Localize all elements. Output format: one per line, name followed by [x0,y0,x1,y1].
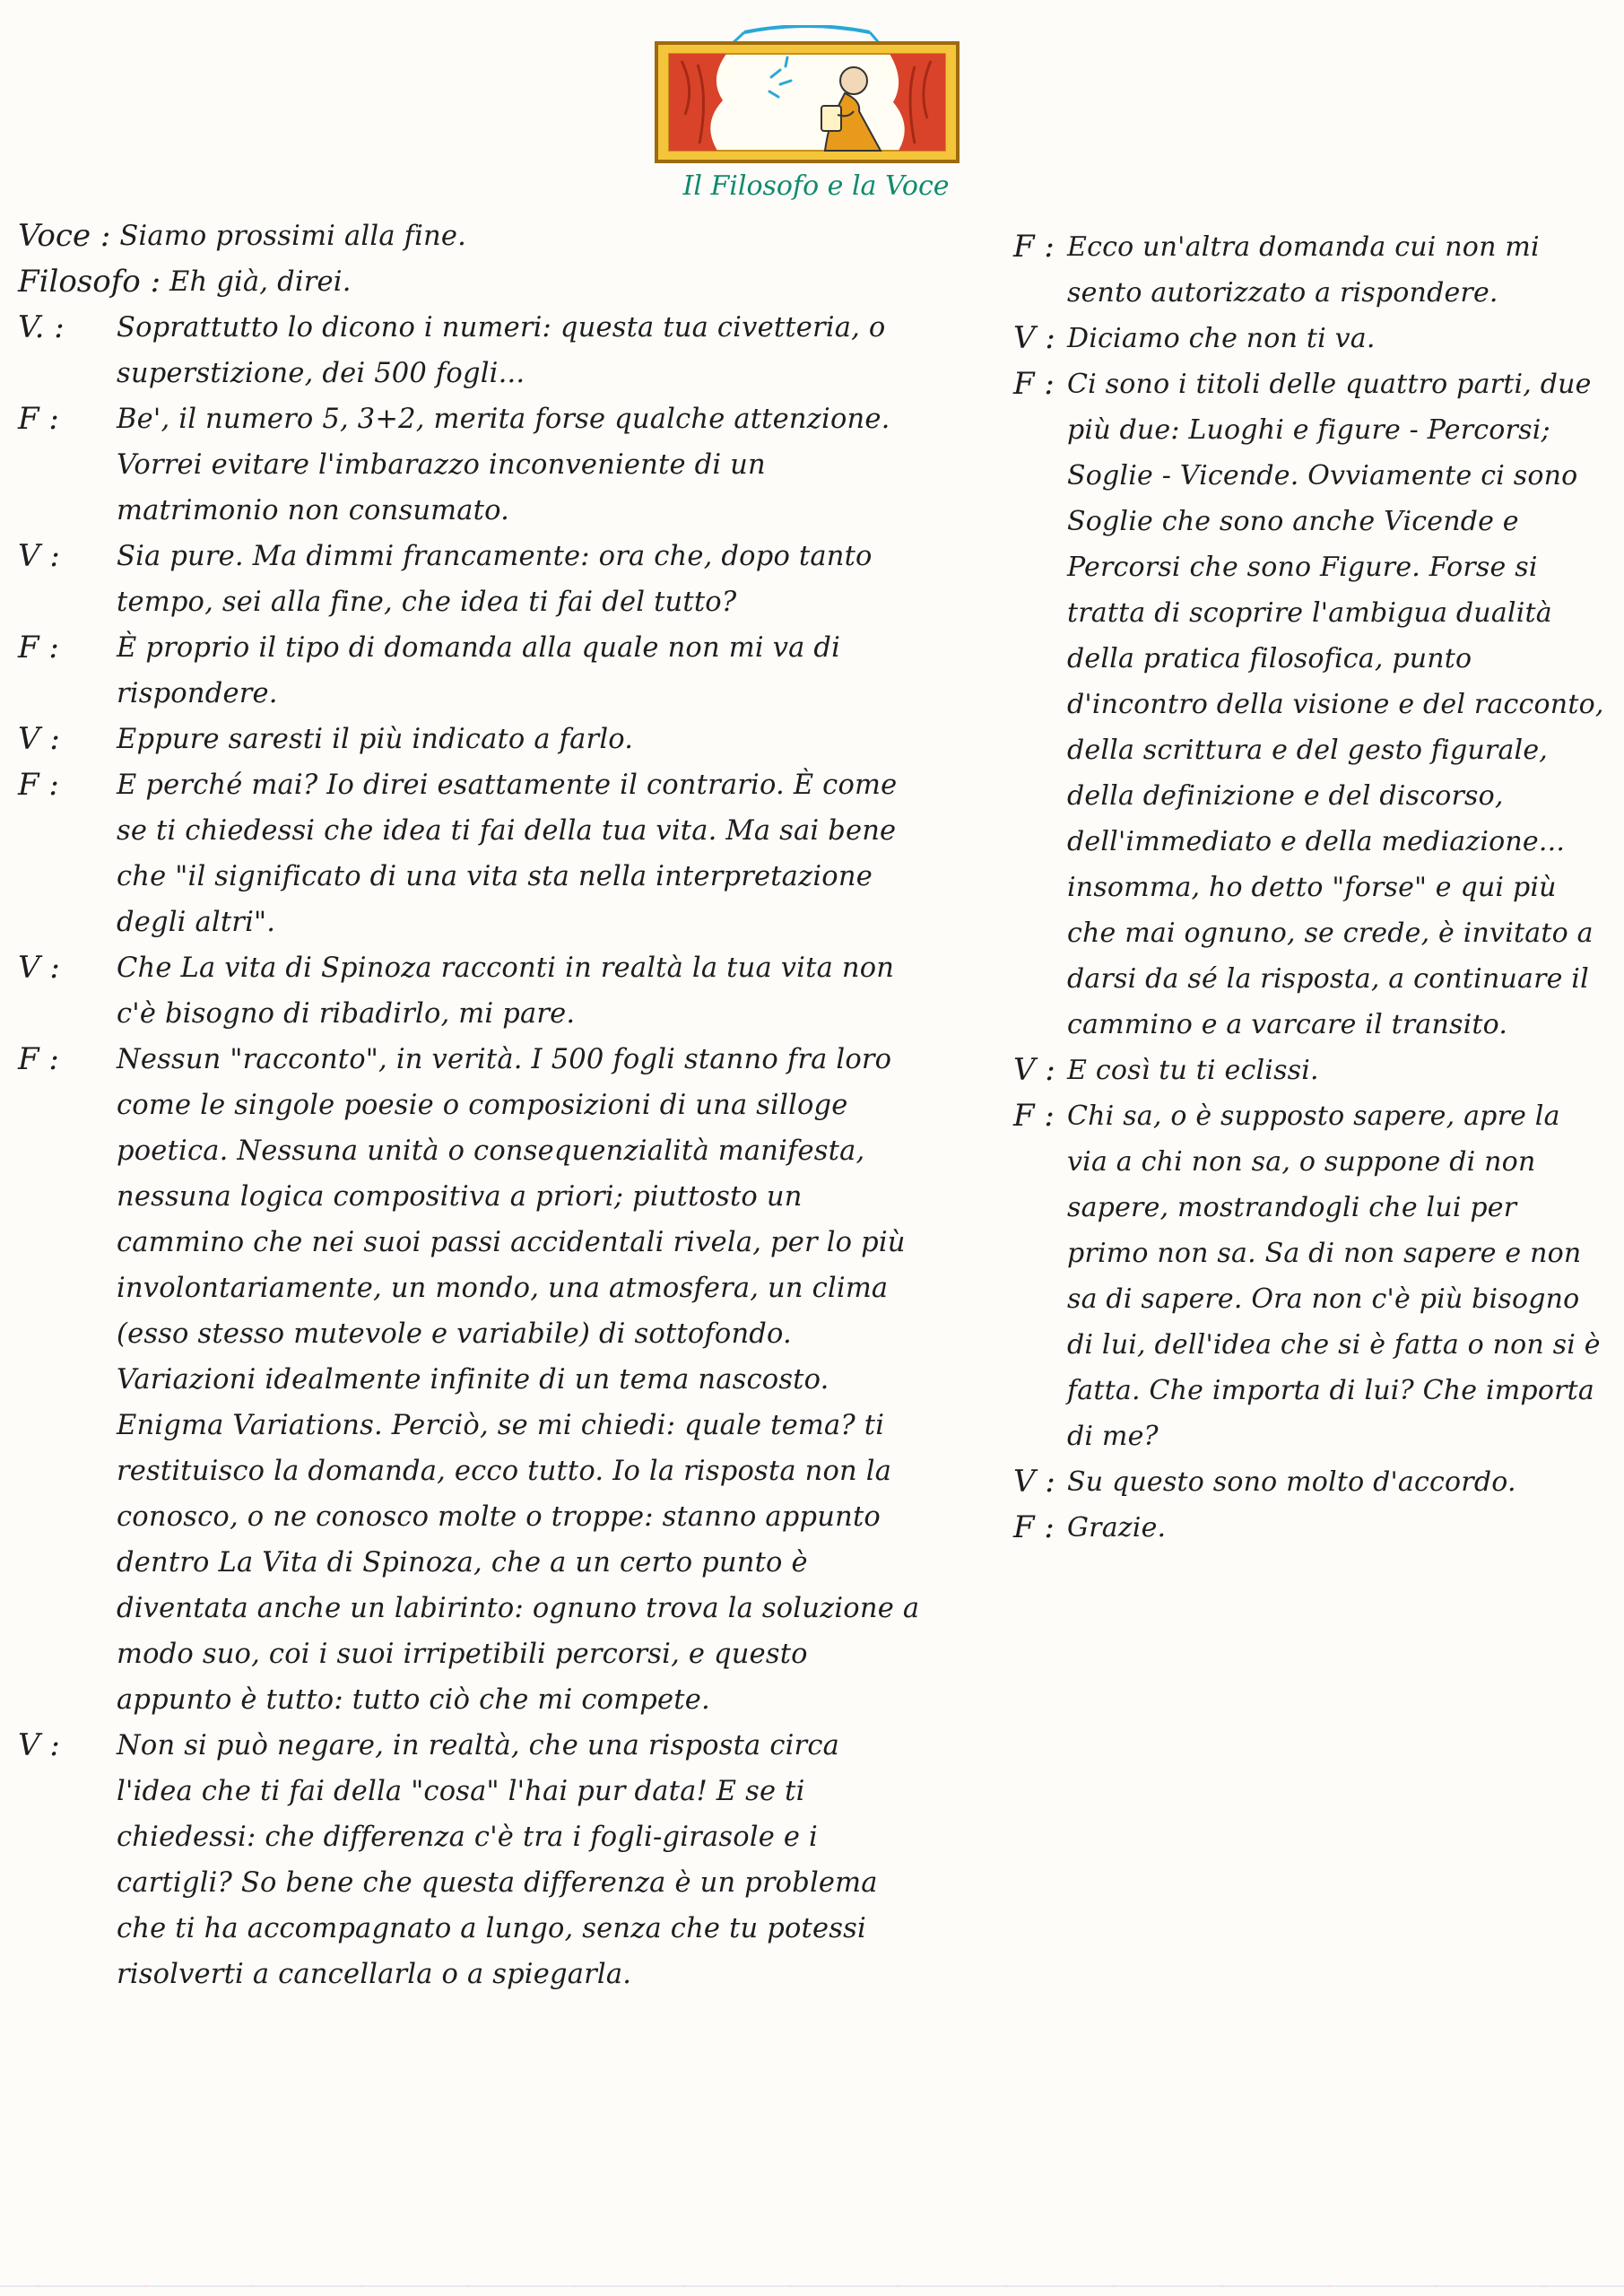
dialogue-text: E perché mai? Io direi esattamente il contrario. È come se ti chiedessi che idea ti fai della tua vita. Ma sai bene che "il significato di una vita sta nella interpretazione degli altri". [117,770,898,938]
dialogue-turn [1013,316,1605,361]
dialogue-text: Chi sa, o è supposto sapere, apre la via a chi non sa, o suppone di non sapere, mostrandogli che lui per primo non sa. Sa di non sapere e non sa di sapere. Ora non c'è più bisogno di lui, dell'idea che si è fatta o non si è fatta. Che importa di lui? Che importa di me? [1067,1100,1601,1452]
dialogue-column-right [1013,224,1605,1551]
dialogue-text: Diciamo che non ti va. [1067,323,1376,354]
dialogue-text: Che La vita di Spinoza racconti in realtà la tua vita non c'è bisogno di ribadirlo, mi pare. [117,952,895,1030]
dialogue-text: Nessun "racconto", in verità. I 500 fogli stanno fra loro come le singole poesie o composizioni di una silloge poetica. Nessuna unità o consequenzialità manifesta, nessuna logica compositiva a priori; piuttosto un cammino che nei suoi passi accidentali rivela, per lo più involontariamente, un mondo, una atmosfera, un clima (esso stesso mutevole e variabile) di sottofondo. Variazioni idealmente infinite di un tema nascosto. Enigma Variations. Perciò, se mi chiedi: quale tema? ti restituisco la domanda, ecco tutto. Io la risposta non la conosco, o ne conosco molte o troppe: stanno appunto dentro La Vita di Spinoza, che a un certo punto è diventata anche un labirinto: ognuno trova la soluzione a modo suo, coi i suoi irripetibili percorsi, e questo appunto è tutto: tutto ciò che mi compete. [117,1044,920,1716]
speaker-label: F : [18,630,59,665]
speaker-label: F : [18,767,59,803]
speaker-label: V : [18,538,60,574]
speaker-label: F : [1013,366,1055,402]
dialogue-turn [18,945,924,1037]
speaker-label: F : [1013,1509,1055,1545]
dialogue-text: È proprio il tipo di domanda alla quale non mi va di rispondere. [117,632,841,709]
dialogue-turn [1013,1505,1605,1551]
speaker-label: F : [1013,229,1055,265]
speaker-label: V : [18,950,60,986]
dialogue-text: Soprattutto lo dicono i numeri: questa tua civetteria, o superstizione, dei 500 fogli... [117,312,886,389]
speaker-label: F : [18,1041,59,1077]
dialogue-turn [18,534,924,625]
philosopher-illustration [646,25,968,178]
speaker-label: F : [18,401,59,437]
dialogue-turn [18,625,924,717]
dialogue-turn [18,396,924,534]
dialogue-text: Ci sono i titoli delle quattro parti, due più due: Luoghi e figure - Percorsi; Soglie - Vicende. Ovviamente ci sono Soglie che sono anche Vicende e Percorsi che sono Figure. Forse si tratta di scoprire l'ambigua dualità della pratica filosofica, punto d'incontro della visione e del racconto, della scrittura e del gesto figurale, della definizione e del discorso, dell'immediato e della mediazione... insomma, ho detto "forse" e qui più che mai ognuno, se crede, è invitato a darsi da sé la risposta, a continuare il cammino e a varcare il transito. [1067,369,1604,1040]
speaker-label: V : [18,1727,60,1763]
dialogue-turn [18,305,924,396]
dialogue-turn [18,1723,924,1997]
dialogue-text: Eppure saresti il più indicato a farlo. [117,724,634,755]
speaker-label: Voce : [18,218,111,254]
dialogue-text: Su questo sono molto d'accordo. [1067,1466,1516,1498]
dialogue-turn [18,762,924,945]
dialogue-text: Be', il numero 5, 3+2, merita forse qualche attenzione. Vorrei evitare l'imbarazzo inconveniente di un matrimonio non consumato. [117,404,890,526]
dialogue-turn [18,1037,924,1723]
dialogue-text: Grazie. [1067,1512,1167,1544]
dialogue-column-left [18,213,924,1997]
dialogue-turn [18,213,924,259]
dialogue-turn [1013,1459,1605,1505]
speaker-label: Filosofo : [18,264,161,300]
dialogue-turn [1013,361,1605,1048]
dialogue-text: Ecco un'altra domanda cui non mi sento autorizzato a rispondere. [1067,231,1540,309]
dialogue-text: Sia pure. Ma dimmi francamente: ora che, dopo tanto tempo, sei alla fine, che idea ti fai del tutto? [117,541,873,618]
speaker-label: V : [1013,320,1055,356]
dialogue-text: E così tu ti eclissi. [1067,1055,1319,1086]
scan-edge-rule [0,2285,1624,2287]
dialogue-turn [1013,224,1605,316]
dialogue-turn [1013,1093,1605,1459]
dialogue-text: Siamo prossimi alla fine. [119,221,467,252]
speaker-label: F : [1013,1098,1055,1134]
speaker-label: V : [1013,1464,1055,1500]
dialogue-turn [1013,1048,1605,1093]
speaker-label: V : [18,721,60,757]
dialogue-text: Non si può negare, in realtà, che una risposta circa l'idea che ti fai della "cosa" l'hai pur data! E se ti chiedessi: che differenza c'è tra i fogli-girasole e i cartigli? So bene che questa differenza è un problema che ti ha accompagnato a lungo, senza che tu potessi risolverti a cancellarla o a spiegarla. [117,1730,878,1990]
speaker-label: V. : [18,309,65,345]
speaker-label: V : [1013,1052,1055,1088]
dialogue-turn [18,259,924,305]
dialogue-turn [18,717,924,762]
header-title: Il Filosofo e la Voce [682,170,950,202]
dialogue-text: Eh già, direi. [169,266,352,298]
